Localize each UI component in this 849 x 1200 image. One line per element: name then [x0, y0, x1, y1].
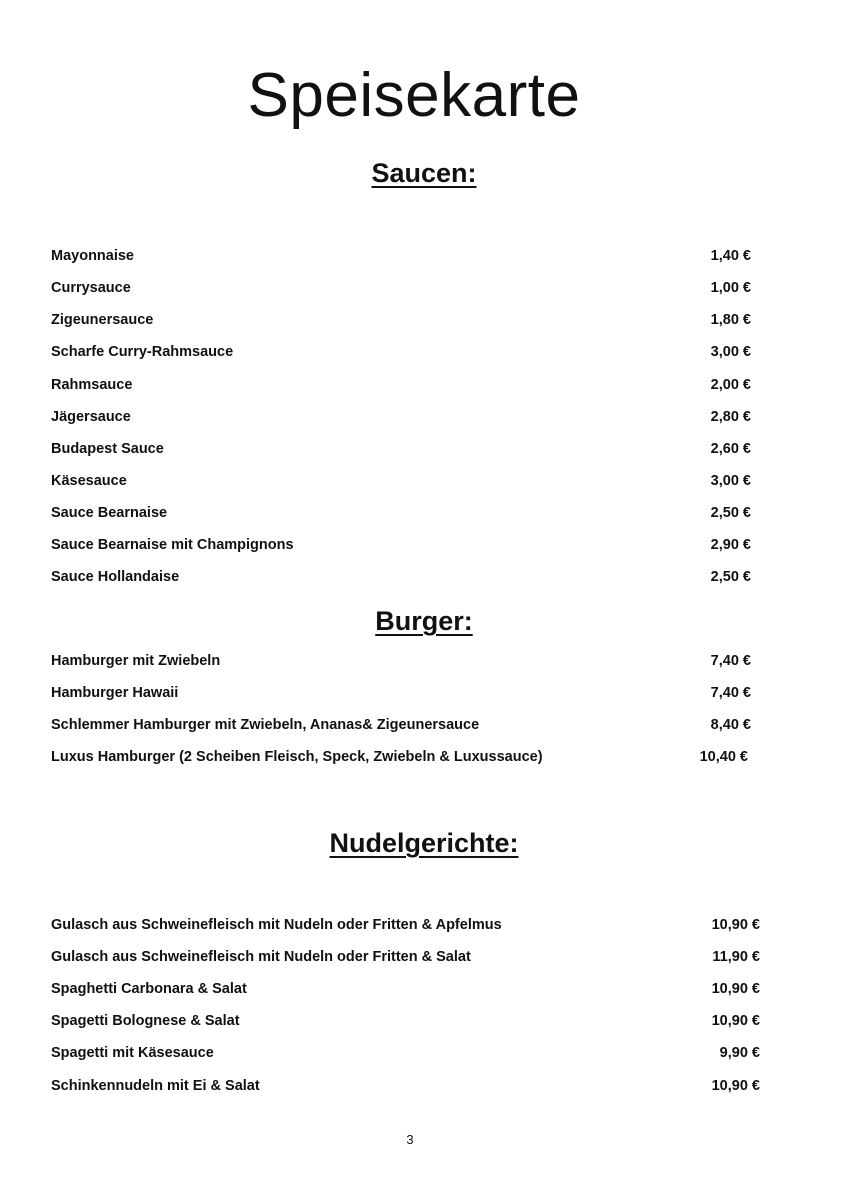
section-heading-burger: Burger:	[375, 606, 473, 636]
item-price: 3,00 €	[710, 473, 751, 489]
item-price: 2,90 €	[710, 537, 751, 553]
item-name: Spagetti Bolognese & Salat	[51, 1013, 240, 1029]
item-price: 11,90 €	[712, 949, 760, 965]
item-price: 1,00 €	[710, 280, 751, 296]
item-price: 9,90 €	[719, 1045, 760, 1061]
item-name: Schinkennudeln mit Ei & Salat	[51, 1078, 260, 1094]
item-name: Rahmsauce	[51, 377, 133, 393]
item-name: Sauce Bearnaise mit Champignons	[51, 537, 294, 553]
item-price: 7,40 €	[710, 685, 751, 701]
item-price: 2,50 €	[710, 569, 751, 585]
item-price: 2,50 €	[710, 505, 751, 521]
item-price: 10,90 €	[711, 981, 760, 997]
item-price: 7,40 €	[710, 653, 751, 669]
item-name: Mayonnaise	[51, 248, 134, 264]
item-name: Sauce Hollandaise	[51, 569, 180, 585]
item-name: Hamburger mit Zwiebeln	[51, 653, 221, 669]
item-price: 2,60 €	[710, 441, 751, 457]
item-price: 1,40 €	[710, 248, 751, 264]
item-price: 10,40 €	[699, 749, 748, 765]
item-name: Gulasch aus Schweinefleisch mit Nudeln oder Fritten & Salat	[51, 949, 471, 965]
item-price: 1,80 €	[710, 312, 751, 328]
item-name: Currysauce	[51, 280, 131, 296]
item-price: 10,90 €	[711, 917, 760, 933]
item-price: 2,80 €	[710, 409, 751, 425]
item-price: 3,00 €	[710, 344, 751, 360]
item-name: Scharfe Curry-Rahmsauce	[51, 344, 234, 360]
item-name: Luxus Hamburger (2 Scheiben Fleisch, Speck, Zwiebeln & Luxussauce)	[51, 749, 543, 765]
item-name: Spaghetti Carbonara & Salat	[51, 981, 247, 997]
item-name: Schlemmer Hamburger mit Zwiebeln, Ananas& Zigeunersauce	[51, 717, 480, 733]
item-name: Spagetti mit Käsesauce	[51, 1045, 214, 1061]
section-heading-nudelgerichte: Nudelgerichte:	[329, 828, 519, 858]
item-name: Hamburger Hawaii	[51, 685, 179, 701]
item-name: Sauce Bearnaise	[51, 505, 168, 521]
item-price: 10,90 €	[711, 1013, 760, 1029]
item-name: Gulasch aus Schweinefleisch mit Nudeln oder Fritten & Apfelmus	[51, 917, 502, 933]
item-price: 10,90 €	[711, 1078, 760, 1094]
item-name: Jägersauce	[51, 409, 131, 425]
item-price: 2,00 €	[710, 377, 751, 393]
page-title: Speisekarte	[247, 61, 581, 130]
item-name: Zigeunersauce	[51, 312, 154, 328]
item-name: Käsesauce	[51, 473, 127, 489]
page-number: 3	[406, 1132, 414, 1147]
item-name: Budapest Sauce	[51, 441, 164, 457]
section-heading-saucen: Saucen:	[371, 158, 477, 188]
item-price: 8,40 €	[710, 717, 751, 733]
